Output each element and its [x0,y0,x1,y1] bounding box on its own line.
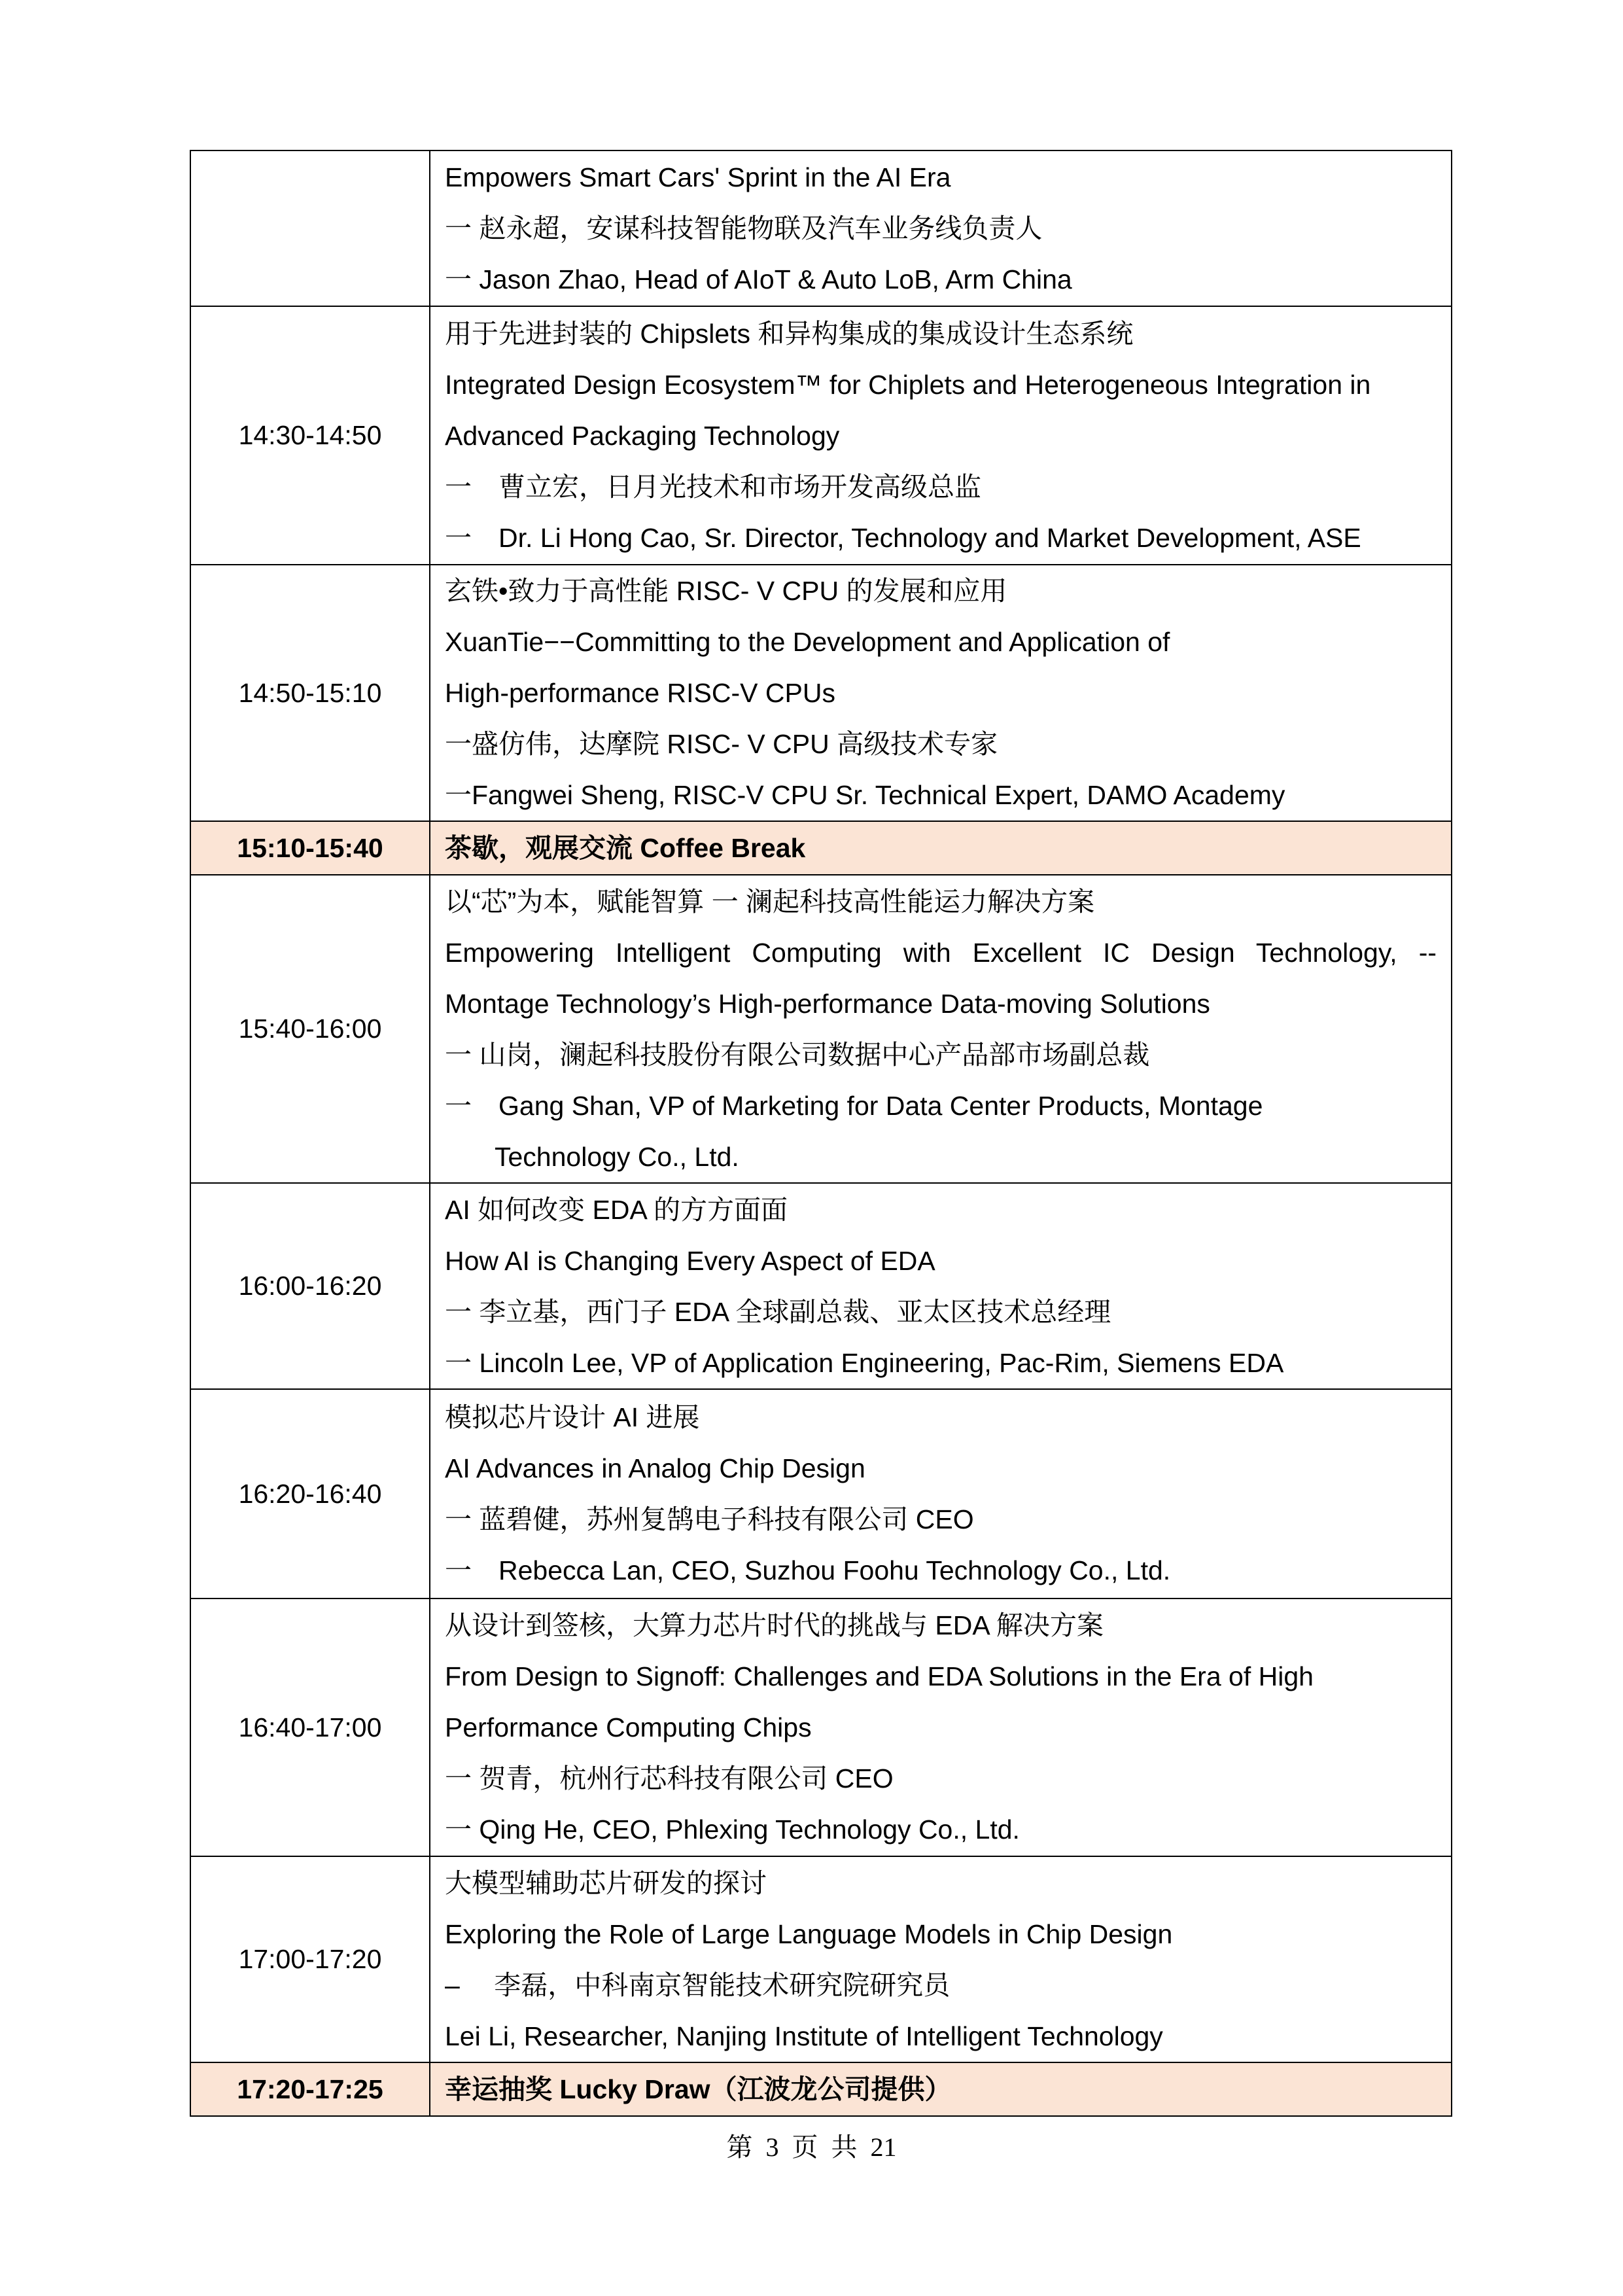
talk-title-cn: 用于先进封装的 Chipslets 和异构集成的集成设计生态系统 [445,318,1134,349]
table-row [190,875,1452,1183]
table-row [190,1598,1452,1856]
session-cell [430,875,1452,1183]
talk-title-en: Exploring the Role of Large Language Models in Chip Design [445,1918,1173,1949]
talk-title-cn: AI 如何改变 EDA 的方方面面 [445,1194,788,1225]
speaker-en: 一 Dr. Li Hong Cao, Sr. Director, Technology and Market Development, ASE [445,522,1361,553]
talk-title-en: Empowers Smart Cars' Sprint in the AI Era [445,162,951,192]
time-cell: 14:50-15:10 [190,565,430,821]
talk-title-cn: 从设计到签核，大算力芯片时代的挑战与 EDA 解决方案 [445,1610,1104,1640]
speaker-en: 一 Jason Zhao, Head of AIoT & Auto LoB, Arm China [445,264,1072,294]
talk-title-en: Integrated Design Ecosystem™ for Chiplets and Heterogeneous Integration in [445,369,1371,400]
lucky-draw-title: 幸运抽奖 Lucky Draw（江波龙公司提供） [445,2074,952,2104]
speaker-en: 一 Rebecca Lan, CEO, Suzhou Foohu Technology Co., Ltd. [445,1555,1171,1585]
time-cell: 16:40-17:00 [190,1598,430,1856]
time-cell: 17:20-17:25 [190,2062,430,2116]
table-row [190,565,1452,821]
speaker-en: 一 Lincoln Lee, VP of Application Engineering, Pac-Rim, Siemens EDA [445,1347,1284,1378]
break-title: 茶歇，观展交流 Coffee Break [445,833,806,863]
time-cell: 16:00-16:20 [190,1183,430,1389]
agenda-table [190,150,1452,2117]
talk-title-en: Performance Computing Chips [445,1712,812,1742]
break-row [190,2062,1452,2116]
speaker-cn: 一 山岗，澜起科技股份有限公司数据中心产品部市场副总裁 [445,1039,1150,1070]
talk-title-cn: 以“芯”为本，赋能智算 一 澜起科技高性能运力解决方案 [445,886,1095,917]
session-cell [430,306,1452,565]
session-cell [430,1183,1452,1389]
speaker-cn: 一盛仿伟，达摩院 RISC- V CPU 高级技术专家 [445,729,998,759]
talk-title-en: Advanced Packaging Technology [445,420,840,451]
time-cell: 17:00-17:20 [190,1856,430,2062]
break-row [190,821,1452,875]
talk-title-en: How AI is Changing Every Aspect of EDA [445,1245,935,1276]
speaker-en: 一 Gang Shan, VP of Marketing for Data Center Products, Montage [445,1090,1263,1121]
time-cell: 16:20-16:40 [190,1389,430,1598]
session-cell [430,1856,1452,2062]
table-row [190,1183,1452,1389]
session-cell [430,150,1452,306]
table-row [190,1856,1452,2062]
talk-title-en: High-performance RISC-V CPUs [445,678,835,708]
talk-title-cn: 模拟芯片设计 AI 进展 [445,1402,700,1432]
talk-title-cn: 大模型辅助芯片研发的探讨 [445,1867,767,1898]
session-cell [430,565,1452,821]
table-row [190,306,1452,565]
time-cell: 15:10-15:40 [190,821,430,875]
speaker-cn: 一 曹立宏，日月光技术和市场开发高级总监 [445,471,981,502]
speaker-cn: 一 李立基，西门子 EDA 全球副总裁、亚太区技术总经理 [445,1296,1111,1327]
talk-title-en: Montage Technology’s High-performance Data-moving Solutions [445,988,1210,1019]
speaker-en: 一Fangwei Sheng, RISC-V CPU Sr. Technical Expert, DAMO Academy [445,780,1285,810]
table-row [190,1389,1452,1598]
page-footer: 第 3 页 共 21 [726,2132,897,2162]
session-cell [430,1598,1452,1856]
speaker-cn: – 李磊，中科南京智能技术研究院研究员 [445,1969,951,2000]
time-cell [190,150,430,306]
talk-title-cn: 玄铁•致力于高性能 RISC- V CPU 的发展和应用 [445,576,1007,606]
speaker-en: Technology Co., Ltd. [495,1141,739,1172]
time-cell: 14:30-14:50 [190,306,430,565]
talk-title-en: Empowering Intelligent Computing with Excellent IC Design Technology, -- [445,937,1437,968]
speaker-cn: 一 蓝碧健，苏州复鹄电子科技有限公司 CEO [445,1504,974,1534]
speaker-cn: 一 赵永超，安谋科技智能物联及汽车业务线负责人 [445,213,1043,243]
session-cell [430,1389,1452,1598]
speaker-en: Lei Li, Researcher, Nanjing Institute of Intelligent Technology [445,2021,1163,2051]
speaker-en: 一 Qing He, CEO, Phlexing Technology Co., Ltd. [445,1814,1020,1845]
talk-title-en: XuanTie−−Committing to the Development and Application of [445,627,1170,657]
time-cell: 15:40-16:00 [190,875,430,1183]
talk-title-en: From Design to Signoff: Challenges and EDA Solutions in the Era of High [445,1661,1314,1691]
session-cell [430,821,1452,875]
speaker-cn: 一 贺青，杭州行芯科技有限公司 CEO [445,1763,894,1793]
session-cell [430,2062,1452,2116]
table-row [190,150,1452,306]
talk-title-en: AI Advances in Analog Chip Design [445,1453,865,1483]
